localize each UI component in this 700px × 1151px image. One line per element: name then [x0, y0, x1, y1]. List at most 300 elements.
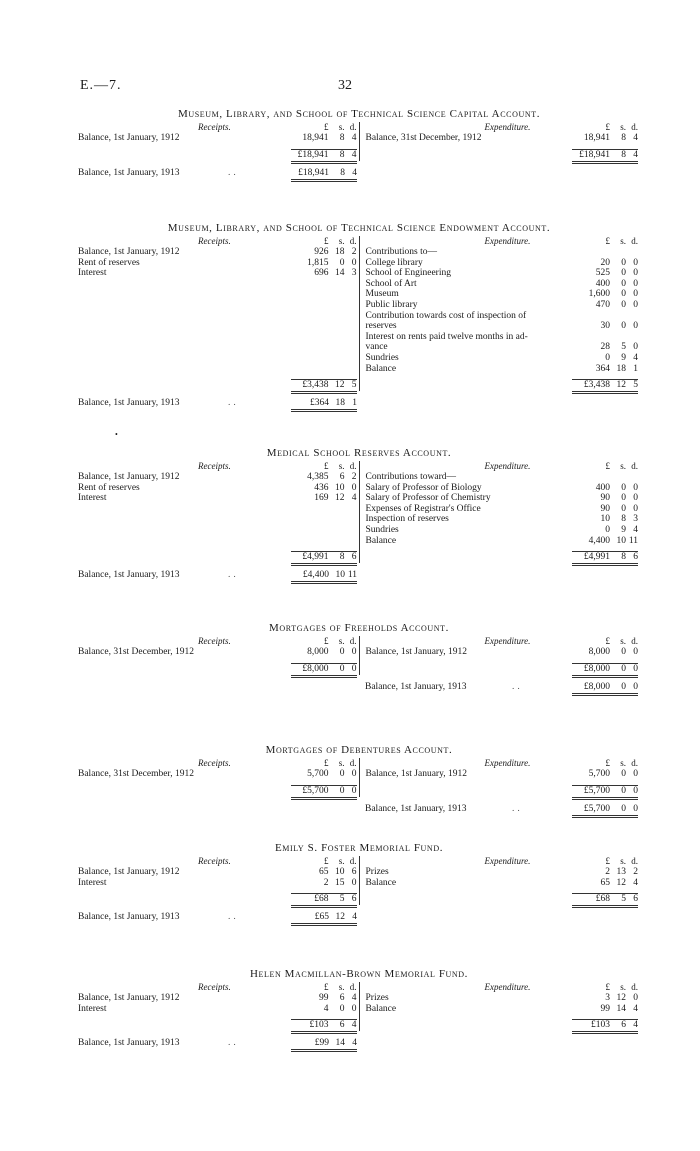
balance-amount	[291, 1037, 357, 1052]
pence: 0	[633, 769, 638, 779]
expenditure-total	[360, 147, 641, 161]
row-description: Balance, 1st January, 1912	[365, 769, 467, 779]
row-description: Salary of Professor of Biology	[365, 482, 482, 493]
shillings: 8	[339, 133, 345, 143]
row-amount	[572, 364, 638, 375]
pence: 0	[633, 785, 638, 796]
ledger-row	[360, 472, 641, 483]
account-title: Mortgages of Debentures Account.	[265, 744, 453, 756]
balance-description: Balance, 1st January, 1913	[78, 570, 180, 581]
expenditure-label: Expenditure.	[484, 982, 531, 992]
pence: 11	[628, 535, 638, 546]
pounds: 3	[605, 993, 610, 1003]
pounds: £103	[591, 1020, 610, 1031]
pounds: 470	[595, 299, 610, 310]
expenditure-total	[360, 377, 641, 391]
expenditure-column	[360, 461, 641, 563]
ledger-row	[78, 268, 359, 279]
shillings: 0	[621, 299, 626, 310]
shillings: 14	[616, 1003, 626, 1014]
pence: 4	[351, 993, 357, 1003]
pounds: £8,000	[302, 663, 329, 674]
ledger-row	[360, 300, 641, 311]
total-amount	[291, 1019, 357, 1034]
pence: 1	[633, 363, 638, 374]
pounds: £3,438	[302, 380, 329, 391]
row-amount	[572, 536, 638, 547]
pence: 2	[351, 247, 357, 257]
pounds: £99	[314, 1038, 329, 1049]
ledger-row	[78, 647, 359, 658]
row-description: Inspection of reserves	[365, 514, 449, 525]
row-amount	[572, 268, 638, 279]
ledger-row	[360, 493, 641, 504]
ledger-row	[360, 353, 641, 364]
shillings: 0	[621, 769, 626, 779]
pence-header: d.	[631, 758, 638, 768]
shillings: 0	[621, 647, 626, 657]
shillings: 8	[621, 133, 626, 143]
pence: 0	[351, 877, 357, 888]
row-description: Balance, 31st December, 1912	[365, 133, 482, 143]
pounds: 926	[314, 247, 329, 257]
pence: 0	[351, 257, 357, 268]
expenditure-column	[360, 122, 641, 161]
pounds: 4,400	[588, 535, 610, 546]
pounds: £65	[314, 912, 329, 923]
receipts-label: Receipts.	[198, 758, 231, 768]
receipts-total	[78, 1017, 359, 1031]
ledger-row	[360, 247, 641, 258]
pounds-header: £	[324, 461, 329, 471]
expenditure-label: Expenditure.	[484, 758, 531, 768]
ledger-row	[78, 878, 359, 889]
total-amount	[291, 663, 357, 678]
shillings: 0	[621, 785, 626, 796]
row-amount	[291, 472, 357, 483]
column-header	[360, 982, 641, 993]
receipts-label: Receipts.	[198, 982, 231, 992]
row-amount	[572, 279, 638, 290]
ledger-row	[360, 268, 641, 279]
pounds: 28	[600, 342, 610, 353]
shillings-header: s.	[620, 236, 626, 246]
ledger-row	[78, 1004, 359, 1015]
pounds: 364	[595, 363, 610, 374]
receipts-total	[78, 377, 359, 391]
account-columns	[78, 758, 640, 797]
pence: 4	[633, 133, 638, 143]
account-section	[78, 744, 640, 815]
leader-dots: ..	[228, 912, 239, 923]
report-reference: E.—7.	[80, 78, 122, 93]
total-amount	[291, 149, 357, 164]
row-description: School of Engineering	[365, 268, 451, 279]
pence: 0	[351, 647, 357, 657]
receipts-total	[78, 147, 359, 161]
shillings: 8	[339, 149, 345, 160]
shillings: 12	[616, 380, 626, 391]
pence: 6	[351, 867, 357, 877]
lsd-header	[291, 982, 357, 992]
ledger-row	[360, 364, 641, 375]
pence: 0	[633, 993, 638, 1003]
column-header	[360, 636, 641, 647]
row-amount	[572, 258, 638, 269]
account-section	[78, 108, 640, 179]
pounds-header: £	[324, 236, 329, 246]
pounds: 30	[600, 321, 610, 332]
shillings: 10	[616, 535, 626, 546]
shillings-header: s.	[620, 982, 626, 992]
account-columns	[78, 461, 640, 563]
pence-header: d.	[631, 856, 638, 866]
lsd-header	[572, 461, 638, 471]
total-amount	[291, 785, 357, 800]
pounds: 99	[319, 993, 329, 1003]
carried-balance	[78, 167, 640, 179]
row-description: Rent of reserves	[78, 482, 140, 493]
ledger-row	[78, 247, 359, 258]
receipts-total	[78, 783, 359, 797]
row-description: Interest on rents paid twelve months in ad-	[365, 331, 528, 342]
shillings: 0	[621, 803, 626, 814]
row-amount	[291, 247, 357, 258]
pence: 4	[633, 149, 638, 160]
row-amount	[572, 867, 638, 878]
shillings: 14	[335, 1038, 345, 1049]
account-columns	[78, 856, 640, 905]
expenditure-total	[360, 1017, 641, 1031]
total-amount	[572, 893, 638, 908]
receipts-total	[78, 549, 359, 563]
shillings: 0	[339, 647, 345, 657]
row-description: reserves	[365, 321, 397, 332]
pounds: 5,700	[307, 769, 329, 779]
shillings: 14	[335, 268, 345, 279]
column-header	[78, 461, 359, 472]
ledger-row	[78, 483, 359, 494]
shillings: 18	[335, 398, 345, 409]
ledger-row	[78, 867, 359, 878]
column-header	[78, 636, 359, 647]
pence: 0	[351, 482, 357, 493]
pounds: 10	[600, 514, 610, 525]
balance-amount	[291, 569, 357, 584]
lsd-header	[572, 236, 638, 246]
expenditure-label: Expenditure.	[484, 122, 531, 132]
pounds: £18,941	[298, 167, 329, 178]
carried-balance	[78, 681, 640, 693]
expenditure-total	[360, 783, 641, 797]
spacer	[78, 504, 359, 546]
row-description: Balance, 1st January, 1912	[78, 867, 180, 877]
pence-header: d.	[631, 636, 638, 646]
row-description: College library	[365, 257, 423, 268]
pounds-header: £	[324, 856, 329, 866]
pence: 0	[633, 321, 638, 332]
pence-header: d.	[631, 236, 638, 246]
receipts-label: Receipts.	[198, 636, 231, 646]
pounds: £5,700	[583, 803, 610, 814]
spacer	[78, 279, 359, 374]
row-description: Prizes	[365, 993, 389, 1003]
balance-amount	[572, 803, 638, 818]
row-amount	[572, 514, 638, 525]
shillings: 18	[616, 363, 626, 374]
pounds: £8,000	[583, 663, 610, 674]
pence-header: d.	[631, 982, 638, 992]
row-amount	[572, 878, 638, 889]
shillings: 8	[621, 552, 626, 563]
balance-amount	[572, 681, 638, 696]
total-amount	[291, 551, 357, 566]
shillings: 0	[621, 493, 626, 504]
leader-dots: ..	[512, 681, 523, 692]
pence: 4	[351, 149, 357, 160]
shillings-header: s.	[338, 122, 345, 132]
pounds: 2	[605, 867, 610, 877]
column-header	[78, 856, 359, 867]
row-description: Sundries	[365, 352, 399, 363]
pounds: £103	[309, 1020, 329, 1031]
pounds: £5,700	[583, 785, 610, 796]
row-description: Contributions to—	[365, 247, 438, 257]
pence: 0	[633, 289, 638, 300]
pence: 5	[633, 380, 638, 391]
pence: 2	[351, 472, 357, 482]
ledger-row	[360, 993, 641, 1004]
carried-balance	[78, 803, 640, 815]
receipts-label: Receipts.	[198, 236, 231, 246]
row-description: Interest	[78, 493, 107, 504]
shillings: 0	[339, 257, 345, 268]
row-description: Museum	[365, 289, 399, 300]
pence: 3	[633, 514, 638, 525]
row-description: Interest	[78, 268, 107, 279]
pence: 2	[633, 867, 638, 877]
shillings: 0	[621, 663, 626, 674]
shillings: 12	[335, 380, 345, 391]
account-section	[78, 622, 640, 693]
pence-header: d.	[349, 122, 357, 132]
leader-dots: ..	[228, 570, 239, 581]
pence: 4	[352, 167, 357, 178]
pence: 4	[633, 1003, 638, 1014]
carried-balance	[78, 397, 640, 409]
row-description: Balance, 31st December, 1912	[78, 769, 194, 779]
ledger-row	[360, 525, 641, 536]
row-amount	[291, 769, 357, 780]
row-amount	[572, 342, 638, 353]
shillings: 15	[335, 877, 345, 888]
shillings: 9	[621, 352, 626, 363]
row-amount	[572, 300, 638, 311]
lsd-header	[572, 122, 638, 132]
shillings: 0	[621, 257, 626, 268]
expenditure-total	[360, 661, 641, 675]
pence: 11	[347, 570, 357, 581]
pounds: 90	[600, 503, 610, 514]
shillings: 8	[621, 149, 626, 160]
balance-description: Balance, 1st January, 1913	[365, 803, 467, 814]
shillings: 0	[621, 503, 626, 514]
account-title: Medical School Reserves Account.	[266, 447, 452, 459]
ledger-row	[360, 258, 641, 269]
pounds: 18,941	[583, 133, 610, 143]
shillings-header: s.	[620, 122, 626, 132]
pence: 4	[633, 877, 638, 888]
balance-description: Balance, 1st January, 1913	[78, 398, 180, 409]
column-header	[78, 122, 359, 133]
pounds-header: £	[324, 122, 329, 132]
shillings: 8	[339, 552, 345, 563]
ledger-row	[360, 514, 641, 525]
receipts-column	[78, 636, 360, 675]
total-amount	[572, 379, 638, 394]
shillings-header: s.	[338, 982, 345, 992]
expenditure-column	[360, 758, 641, 797]
row-description: Rent of reserves	[78, 257, 140, 268]
pounds: 65	[319, 867, 329, 877]
total-amount	[572, 1019, 638, 1034]
pounds: 0	[605, 524, 610, 535]
expenditure-column	[360, 636, 641, 675]
shillings: 6	[339, 472, 345, 482]
pounds: 400	[595, 278, 610, 289]
pounds: 4	[323, 1003, 329, 1014]
pounds: 525	[595, 268, 610, 279]
ledger-row	[360, 483, 641, 494]
pence: 0	[633, 493, 638, 504]
row-amount	[572, 133, 638, 144]
ledger-row	[78, 769, 359, 780]
pounds: 2	[323, 877, 329, 888]
pounds: 18,941	[302, 133, 329, 143]
pence: 0	[633, 299, 638, 310]
account-columns	[78, 236, 640, 391]
carried-balance	[78, 569, 640, 581]
pence: 6	[633, 894, 638, 905]
expenditure-total	[360, 549, 641, 563]
shillings: 12	[616, 993, 626, 1003]
pence: 0	[633, 278, 638, 289]
shillings: 0	[621, 268, 626, 279]
expenditure-label: Expenditure.	[484, 856, 531, 866]
pence: 4	[633, 524, 638, 535]
pounds: £3,438	[583, 380, 610, 391]
account-section	[78, 222, 640, 409]
row-description: Balance, 1st January, 1912	[78, 133, 180, 143]
row-amount	[572, 321, 638, 332]
shillings: 8	[340, 167, 345, 178]
ledger-row	[360, 332, 641, 343]
pounds: £68	[595, 894, 610, 905]
receipts-total	[78, 891, 359, 905]
page-header	[80, 78, 640, 94]
pence: 0	[633, 663, 638, 674]
shillings: 0	[339, 785, 345, 796]
shillings: 12	[335, 912, 345, 923]
row-amount	[291, 258, 357, 269]
row-amount	[572, 1004, 638, 1015]
column-header	[360, 856, 641, 867]
pounds: £18,941	[297, 149, 329, 160]
shillings: 5	[621, 342, 626, 353]
pence: 0	[633, 482, 638, 493]
row-amount	[572, 289, 638, 300]
row-amount	[572, 504, 638, 515]
shillings-header: s.	[338, 236, 345, 246]
row-description: Salary of Professor of Chemistry	[365, 493, 491, 504]
row-description: Balance	[365, 535, 397, 546]
account-title: Helen Macmillan-Brown Memorial Fund.	[249, 968, 469, 980]
pounds: £4,400	[302, 570, 329, 581]
pounds: £4,991	[583, 552, 610, 563]
row-amount	[291, 493, 357, 504]
row-amount	[291, 647, 357, 658]
pence-header: d.	[349, 236, 357, 246]
pence-header: d.	[349, 461, 357, 471]
pounds: 400	[595, 482, 610, 493]
ledger-row	[360, 536, 641, 547]
receipts-column	[78, 122, 360, 161]
receipts-column	[78, 236, 360, 391]
pence: 6	[351, 552, 357, 563]
pounds: 436	[314, 482, 329, 493]
expenditure-label: Expenditure.	[484, 636, 531, 646]
pence: 0	[633, 503, 638, 514]
shillings-header: s.	[338, 856, 345, 866]
pounds-header: £	[605, 461, 610, 471]
shillings: 10	[335, 482, 345, 493]
pence: 4	[351, 1020, 357, 1031]
row-amount	[291, 878, 357, 889]
pence: 0	[351, 769, 357, 779]
column-header	[78, 758, 359, 769]
shillings: 6	[339, 1020, 345, 1031]
pence-header: d.	[631, 461, 638, 471]
shillings-header: s.	[620, 758, 626, 768]
pounds-header: £	[605, 758, 610, 768]
pounds: 5,700	[588, 769, 610, 779]
pence: 3	[351, 268, 357, 279]
expenditure-total	[360, 891, 641, 905]
stray-mark: •	[115, 430, 118, 439]
row-amount	[291, 993, 357, 1004]
row-amount	[572, 647, 638, 658]
pence: 0	[633, 268, 638, 279]
pounds-header: £	[605, 856, 610, 866]
shillings: 0	[621, 289, 626, 300]
ledger-row	[360, 647, 641, 658]
row-description: Balance, 31st December, 1912	[78, 647, 194, 657]
pounds: 696	[314, 268, 329, 279]
shillings-header: s.	[620, 856, 626, 866]
shillings: 0	[621, 321, 626, 332]
pence: 4	[351, 133, 357, 143]
pence-header: d.	[631, 122, 638, 132]
shillings: 5	[339, 894, 345, 905]
pounds: £18,941	[579, 149, 610, 160]
balance-amount	[291, 167, 357, 182]
shillings: 0	[339, 1003, 345, 1014]
receipts-column	[78, 461, 360, 563]
shillings: 18	[335, 247, 345, 257]
pence: 4	[352, 912, 357, 923]
lsd-header	[291, 758, 357, 768]
pence: 4	[351, 493, 357, 504]
